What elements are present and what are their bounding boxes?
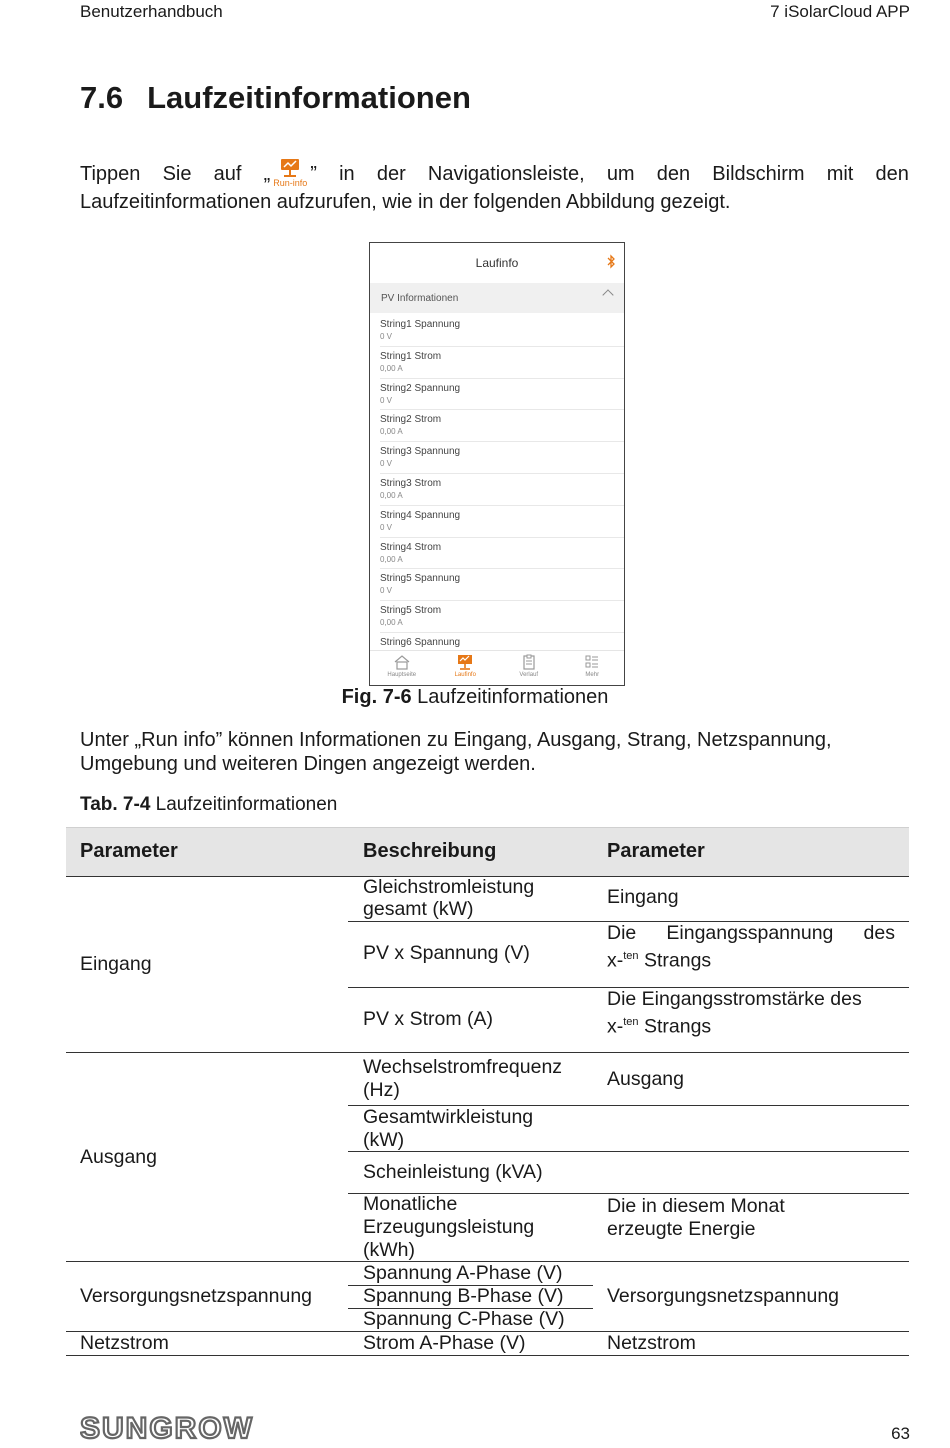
section-number: 7.6 — [80, 80, 124, 115]
table-cell-desc — [363, 1056, 562, 1102]
tab-history[interactable] — [497, 651, 561, 685]
intro-line-1 — [80, 158, 909, 188]
tab-more[interactable] — [561, 651, 625, 685]
list-item-value: 0 V — [380, 332, 393, 341]
table-cell-param — [607, 988, 899, 1039]
column-header: Parameter — [80, 840, 178, 862]
figure-caption-text: Laufzeitinformationen — [417, 686, 609, 708]
table-cell-desc — [363, 1106, 533, 1152]
intro-word: mit — [826, 163, 854, 185]
bluetooth-icon[interactable] — [607, 254, 616, 272]
list-item — [380, 379, 624, 411]
table-cell-group: Eingang — [80, 953, 152, 975]
table-caption — [80, 794, 337, 816]
list-item-label: String4 Spannung — [380, 509, 461, 521]
intro-word: in — [339, 163, 355, 185]
tab-home[interactable] — [370, 651, 434, 685]
list-item-label: String2 Strom — [380, 414, 442, 426]
quote-close: ” — [310, 163, 317, 185]
paragraph: Unter „Run info” können Informationen zu Eingang, Ausgang, Strang, Netzspannung, Umgebung und weiteren Dingen angezeigt werden. — [80, 729, 832, 775]
cell-word: Strangs — [643, 1015, 712, 1038]
intro-icon-group — [264, 158, 317, 188]
table-cell-param: Versorgungsnetzspannung — [607, 1285, 840, 1307]
tab-label: Hauptseite — [387, 672, 417, 678]
list-item-value: 0 V — [380, 395, 393, 405]
table-cell-param: Eingang — [607, 886, 679, 908]
figure-number: Fig. 7-6 — [341, 686, 412, 708]
cell-word: des — [863, 922, 895, 944]
list-item — [380, 601, 624, 633]
list-item-label: String1 Spannung — [380, 319, 461, 330]
cell-line — [607, 922, 895, 945]
list-item — [380, 442, 624, 474]
run-info-icon — [270, 158, 310, 188]
list-item — [380, 569, 624, 601]
cell-line: Erzeugungsleistung — [363, 1216, 535, 1238]
intro-word: Bildschirm — [712, 163, 805, 185]
superscript: ten — [623, 950, 639, 962]
pv-info-section-label: PV Informationen — [381, 293, 459, 304]
intro-word: auf — [213, 163, 242, 185]
table-cell-desc: Strom A-Phase (V) — [363, 1332, 526, 1354]
tab-label: Mehr — [585, 672, 600, 678]
tab-label: Laufinfo — [454, 672, 476, 678]
app-screenshot — [369, 242, 625, 686]
list-item — [380, 410, 624, 442]
cell-line: Gesamtwirkleistung — [363, 1106, 534, 1128]
run-info-icon — [456, 654, 474, 670]
section-title-text: Laufzeitinformationen — [147, 80, 471, 115]
pv-info-section-header[interactable] — [370, 283, 624, 313]
table-number: Tab. 7-4 — [80, 794, 151, 815]
list-item-value: 0,00 A — [380, 618, 403, 628]
row-divider — [66, 1052, 909, 1053]
column-header: Beschreibung — [363, 840, 497, 862]
list-item-label: String3 Strom — [380, 477, 442, 489]
cell-word: x- — [607, 949, 624, 972]
list-item-label: String4 Strom — [380, 541, 442, 553]
intro-word: der — [376, 163, 406, 185]
tab-label: Verlauf — [519, 672, 539, 678]
list-item-value: 0,00 A — [380, 427, 403, 437]
intro-line-2: Laufzeitinformationen aufzurufen, wie in der folgenden Abbildung gezeigt. — [80, 191, 731, 213]
table-cell-desc — [363, 1193, 534, 1262]
cell-line: (kWh) — [363, 1239, 415, 1261]
list-item-value: 0 V — [380, 522, 393, 532]
cell-line: Die in diesem Monat — [607, 1195, 785, 1217]
table-cell-param — [607, 1195, 785, 1241]
superscript: ten — [623, 1016, 639, 1028]
list-item-value: 0 V — [380, 586, 393, 596]
list-item-label: String1 Strom — [380, 350, 442, 362]
intro-word: den — [875, 163, 909, 185]
app-title: Laufinfo — [475, 256, 519, 270]
table-cell-desc: PV x Strom (A) — [363, 1008, 494, 1030]
more-icon — [583, 654, 601, 670]
logo-text: SUNGROW — [80, 1413, 254, 1441]
list-item-value: 0,00 A — [380, 363, 403, 373]
cell-line — [607, 945, 895, 973]
running-header-right: 7 iSolarCloud APP — [770, 2, 910, 21]
cell-word: Die — [607, 922, 637, 944]
cell-line: erzeugte Energie — [607, 1218, 756, 1240]
table-cell-desc: PV x Spannung (V) — [363, 942, 530, 964]
intro-word: den — [656, 163, 691, 185]
cell-line — [607, 1011, 899, 1039]
table-cell-desc: Spannung A-Phase (V) — [363, 1262, 563, 1284]
cell-line: (Hz) — [363, 1079, 400, 1101]
table-cell-desc: Spannung C-Phase (V) — [363, 1308, 565, 1330]
cell-line: gesamt (kW) — [363, 898, 474, 920]
chevron-up-icon — [602, 289, 613, 300]
figure-caption — [0, 686, 950, 709]
bottom-tab-bar — [370, 650, 624, 685]
table-cell-group: Versorgungsnetzspannung — [80, 1285, 313, 1307]
section-title — [80, 80, 471, 116]
sungrow-logo — [80, 1413, 276, 1446]
list-item-value: 0 V — [380, 459, 393, 469]
list-item-value: 0,00 A — [380, 490, 403, 500]
table-cell-param: Ausgang — [607, 1068, 684, 1090]
table-cell-desc: Scheinleistung (kVA) — [363, 1161, 543, 1183]
tab-run-info[interactable] — [434, 651, 498, 685]
cell-line: Monatliche — [363, 1193, 458, 1215]
list-item-label: String5 Spannung — [380, 573, 461, 585]
row-divider — [66, 1355, 909, 1356]
table-cell-group: Netzstrom — [80, 1332, 169, 1354]
quote-open: „ — [263, 163, 271, 185]
intro-word: Navigationsleiste, — [427, 163, 585, 185]
table-header-row — [66, 827, 909, 876]
cell-word: Strangs — [643, 949, 712, 972]
cell-word: x- — [607, 1015, 624, 1038]
list-item — [380, 474, 624, 506]
cell-line: Die Eingangsstromstärke des — [607, 988, 862, 1010]
list-item-value: 0,00 A — [380, 554, 403, 564]
table-caption-text: Laufzeitinformationen — [155, 794, 338, 815]
list-item — [380, 538, 624, 570]
intro-word: um — [606, 163, 635, 185]
clipboard-icon — [520, 654, 538, 670]
running-header-left: Benutzerhandbuch — [80, 2, 223, 21]
list-item-label: String5 Strom — [380, 605, 442, 617]
run-info-icon-label: Run-info — [273, 178, 308, 188]
list-item — [380, 347, 624, 379]
cell-word: Eingangsspannung — [666, 922, 834, 944]
cell-line: Gleichstromleistung — [363, 876, 535, 898]
table-cell-param — [607, 922, 895, 973]
list-item — [380, 315, 624, 347]
intro-word: Tippen — [80, 163, 141, 185]
list-item-label: String3 Spannung — [380, 446, 461, 458]
pv-info-list — [370, 315, 624, 665]
list-item — [380, 506, 624, 538]
table-cell-group: Ausgang — [80, 1146, 157, 1168]
intro-paragraph — [80, 158, 909, 216]
cell-line: (kW) — [363, 1129, 405, 1151]
home-icon — [393, 654, 411, 670]
list-item-label: String6 Spannung — [380, 636, 461, 648]
list-item-label: String2 Spannung — [380, 382, 461, 394]
table-cell-desc — [363, 876, 534, 920]
table-cell-desc: Spannung B-Phase (V) — [363, 1285, 564, 1307]
page-number: 63 — [891, 1424, 910, 1443]
intro-word: Sie — [162, 163, 192, 185]
column-header: Parameter — [607, 840, 705, 862]
table-cell-param: Netzstrom — [607, 1332, 696, 1354]
cell-line: Wechselstromfrequenz — [363, 1056, 563, 1078]
